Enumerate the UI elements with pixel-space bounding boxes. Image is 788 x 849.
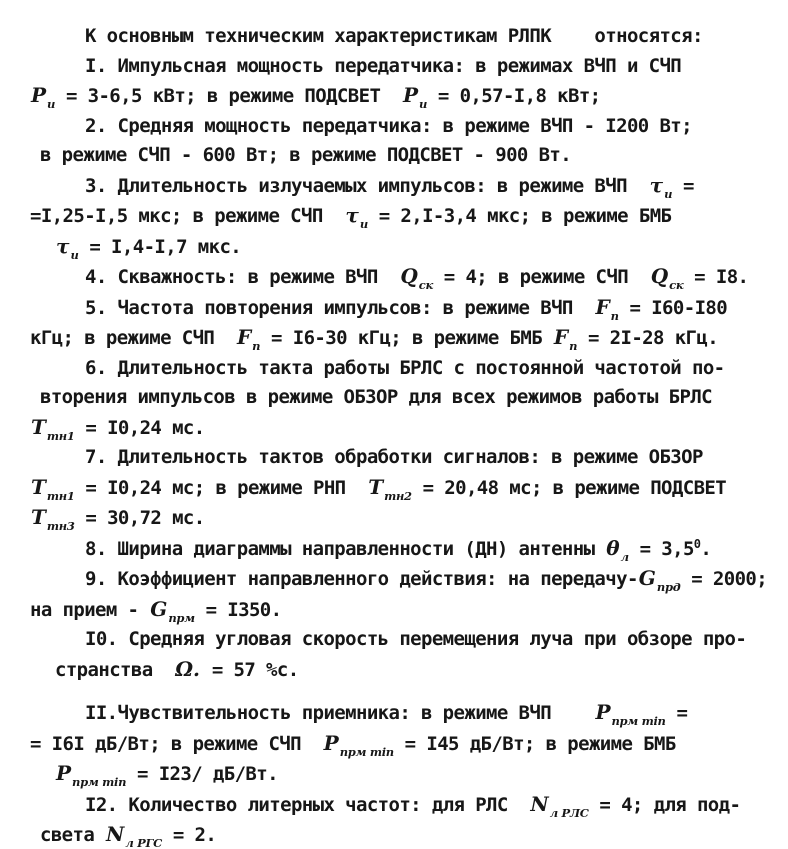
math-variable: P	[56, 761, 72, 785]
text-run: К основным техническим характеристикам РЛПК относятся:	[85, 25, 703, 47]
math-variable: P	[323, 730, 339, 755]
math-variable: F	[236, 325, 252, 349]
text-run: = I6-30 кГц; в режиме БМБ	[260, 327, 553, 349]
text-line	[30, 262, 782, 293]
text-line	[30, 354, 782, 384]
text-run: вторения импульсов в режиме ОБЗОР для всех режимов работы БРЛС	[40, 386, 713, 408]
text-run: = 0,57-I,8 кВт;	[427, 85, 601, 107]
math-subscript: тн1	[46, 488, 75, 503]
text-run: = 2.	[162, 824, 217, 846]
math-subscript: тн1	[46, 428, 75, 443]
math-variable: Ω.	[175, 656, 200, 681]
text-run: 3. Длительность излучаемых импульсов: в режиме ВЧП	[85, 174, 649, 197]
math-symbol	[594, 294, 619, 323]
text-line	[30, 171, 782, 202]
text-run: 6. Длительность такта работы БРЛС с постоянной частотой по-	[85, 356, 725, 379]
text-line	[30, 564, 782, 595]
text-line	[30, 790, 782, 821]
document-text	[30, 22, 782, 849]
text-run: = 4; в режиме СЧП	[432, 266, 650, 288]
text-line	[30, 232, 782, 263]
math-symbol	[649, 172, 673, 201]
math-variable: P	[595, 700, 611, 724]
text-line	[30, 52, 782, 82]
math-symbol	[529, 791, 589, 820]
text-run: = 57 %с.	[201, 658, 299, 681]
math-variable: Q	[650, 264, 669, 288]
math-symbol	[553, 325, 578, 353]
text-line	[30, 698, 782, 729]
text-run: = I0,24 мс.	[74, 416, 205, 439]
text-run: = 2000;	[680, 568, 768, 590]
text-line	[30, 443, 782, 473]
math-symbol	[594, 700, 666, 728]
math-subscript: и	[419, 97, 428, 111]
math-symbol	[236, 325, 261, 353]
math-subscript: ск	[669, 278, 684, 292]
math-symbol	[402, 83, 428, 111]
text-run: 4. Скважность: в режиме ВЧП	[85, 266, 400, 288]
text-run: I. Импульсная мощность передатчика: в режимах ВЧП и СЧП	[85, 54, 682, 77]
text-run: = I8.	[683, 266, 749, 288]
text-run: =	[665, 702, 688, 724]
math-symbol	[55, 233, 79, 262]
text-run: .	[700, 537, 712, 560]
math-variable: G	[150, 596, 168, 621]
text-line	[30, 729, 782, 760]
math-variable: F	[553, 325, 569, 349]
math-symbol	[605, 535, 629, 564]
math-symbol	[105, 822, 162, 849]
text-run: на прием -	[30, 598, 150, 621]
text-run: = I6I дБ/Вт; в режиме СЧП	[30, 732, 323, 755]
math-symbol	[149, 596, 195, 625]
text-run: = 30,72 мс.	[74, 507, 205, 529]
text-run: II.Чувствительность приемника: в режиме ВЧП	[85, 702, 595, 724]
math-subscript: п	[610, 308, 619, 323]
math-symbol	[399, 264, 433, 292]
text-run: = 20,48 мс; в режиме ПОДСВЕТ	[411, 476, 727, 499]
text-run: = I,4-I,7 мкс.	[78, 235, 242, 258]
math-subscript: прм min	[72, 775, 127, 789]
text-run: = 2I-28 кГц.	[577, 327, 719, 349]
math-symbol	[30, 474, 75, 503]
math-subscript: п	[569, 339, 578, 353]
text-run: света	[40, 824, 106, 846]
math-subscript: тн3	[46, 519, 75, 533]
text-line	[30, 81, 782, 112]
math-variable: T	[31, 505, 46, 529]
text-run: I0. Средняя угловая скорость перемещения луча при обзоре про-	[85, 628, 747, 650]
text-line	[30, 293, 782, 324]
math-variable: θ	[606, 535, 620, 560]
text-line	[30, 201, 782, 232]
math-variable: P	[31, 83, 47, 107]
math-variable: τ	[649, 172, 664, 197]
math-variable: τ	[56, 233, 70, 258]
math-variable: T	[31, 474, 46, 499]
text-run: =	[672, 174, 694, 197]
math-symbol	[344, 203, 368, 231]
text-run: 7. Длительность тактов обработки сигналов: в режиме ОБЗОР	[85, 446, 703, 468]
math-symbol	[367, 474, 412, 503]
superscript-degree: 0	[693, 536, 701, 551]
math-subscript: п	[252, 339, 261, 353]
math-symbol	[30, 505, 75, 533]
text-run: = I23/ дБ/Вт.	[126, 763, 278, 785]
math-subscript: прм min	[611, 714, 666, 728]
text-line	[30, 22, 782, 52]
text-run: = I45 дБ/Вт; в режиме БМБ	[393, 732, 676, 755]
math-variable: T	[31, 414, 46, 439]
text-line	[30, 625, 782, 655]
math-subscript: прд	[656, 580, 681, 594]
text-run: 5. Частота повторения импульсов: в режиме ВЧП	[85, 296, 595, 319]
text-line	[30, 413, 782, 444]
math-symbol	[55, 761, 127, 789]
math-symbol	[30, 414, 75, 443]
math-subscript: прм	[168, 610, 195, 625]
math-subscript: и	[359, 217, 368, 231]
math-variable: N	[106, 822, 125, 846]
text-line	[30, 534, 782, 565]
text-run: странства	[55, 658, 175, 681]
text-line	[30, 655, 782, 686]
text-line	[30, 473, 782, 504]
math-variable: Q	[400, 264, 418, 288]
text-line	[30, 141, 782, 171]
math-variable: G	[638, 566, 656, 590]
math-subscript: и	[47, 97, 56, 111]
text-line	[30, 759, 782, 790]
math-subscript: и	[664, 186, 673, 201]
math-variable: N	[530, 791, 549, 816]
math-variable: F	[595, 294, 610, 319]
text-run: I2. Количество литерных частот: для РЛС	[85, 793, 530, 816]
text-line	[30, 383, 782, 413]
text-line	[30, 595, 782, 626]
math-symbol	[638, 566, 681, 594]
math-variable: τ	[345, 203, 359, 227]
text-run: = 3-6,5 кВт; в режиме ПОДСВЕТ	[55, 85, 402, 107]
math-symbol	[30, 83, 56, 111]
text-run: в режиме СЧП - 600 Вт; в режиме ПОДСВЕТ - 900 Вт.	[40, 144, 572, 166]
text-run: =I,25-I,5 мкс; в режиме СЧП	[30, 205, 345, 227]
text-run: = 4; для под-	[588, 793, 741, 816]
math-variable: P	[402, 83, 419, 107]
math-subscript: л	[620, 549, 629, 564]
text-run: = I0,24 мс; в режиме РНП	[74, 476, 368, 499]
math-variable: T	[368, 474, 384, 499]
text-run: = 2,I-3,4 мкс; в режиме БМБ	[367, 205, 672, 227]
math-symbol	[174, 657, 201, 681]
math-symbol	[323, 730, 394, 759]
math-subscript: л РЛС	[549, 805, 589, 820]
text-run: = 3,5	[628, 537, 694, 560]
text-run: 8. Ширина диаграммы направленности (ДН) антенны	[85, 537, 606, 560]
math-symbol	[650, 264, 684, 292]
math-subscript: л РГС	[125, 836, 162, 849]
text-line	[30, 820, 782, 849]
math-subscript: прм min	[339, 744, 394, 759]
math-subscript: ск	[418, 278, 433, 292]
text-line	[30, 503, 782, 534]
text-run: = I350.	[194, 598, 282, 621]
text-line	[30, 323, 782, 354]
text-run: 9. Коэффициент направленного действия: на передачу-	[85, 568, 638, 590]
text-line	[30, 112, 782, 142]
math-subscript: и	[70, 247, 79, 262]
text-run: = I60-I80	[618, 296, 728, 319]
text-run: 2. Средняя мощность передатчика: в режиме ВЧП - I200 Вт;	[85, 114, 692, 137]
text-run: кГц; в режиме СЧП	[30, 327, 236, 349]
math-subscript: тн2	[384, 488, 412, 503]
